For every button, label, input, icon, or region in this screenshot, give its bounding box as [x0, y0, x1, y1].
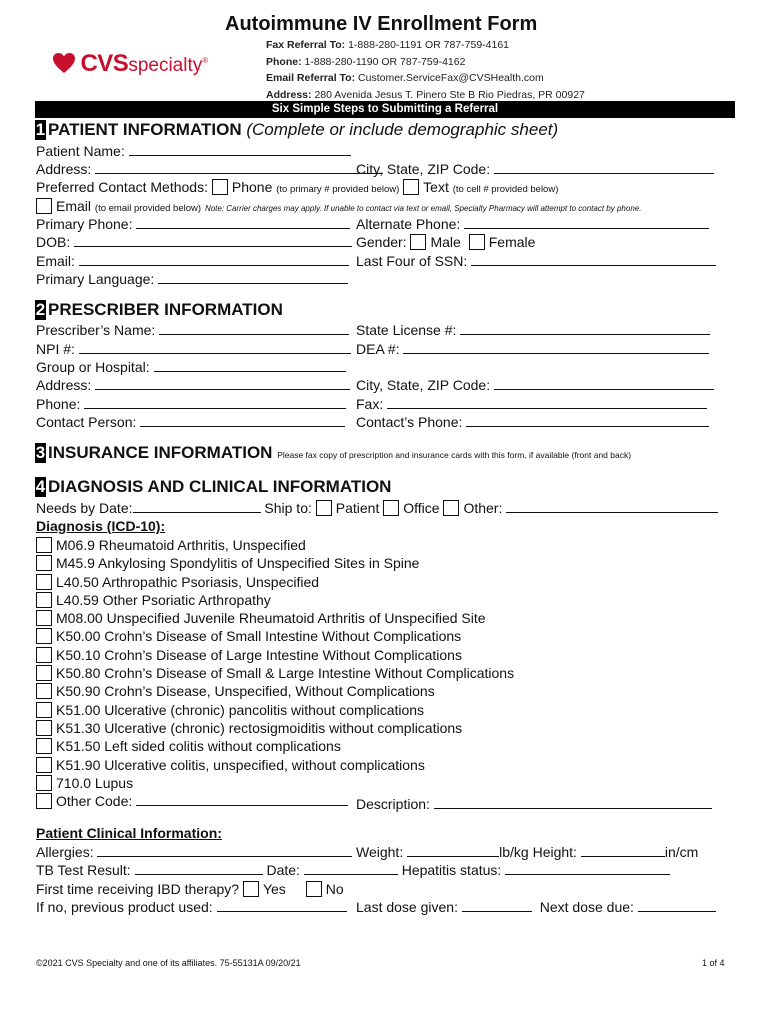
- npi-label: NPI #:: [36, 341, 75, 357]
- diagnosis-item[interactable]: [36, 720, 514, 738]
- ship-office-checkbox[interactable]: [383, 500, 399, 516]
- diagnosis-label: K50.00 Crohn’s Disease of Small Intestine Without Complications: [56, 628, 462, 645]
- ssn-field[interactable]: [471, 253, 716, 266]
- weight-field[interactable]: [407, 844, 499, 857]
- patient-name-row: [36, 143, 351, 160]
- male-checkbox[interactable]: [410, 234, 426, 250]
- alternate-phone-row: [356, 216, 709, 233]
- male-option: Male: [430, 234, 461, 250]
- patient-address-label: Address:: [36, 161, 92, 177]
- language-label: Primary Language:: [36, 271, 155, 287]
- weight-unit: lb/kg: [499, 844, 529, 860]
- section-4-title: DIAGNOSIS AND CLINICAL INFORMATION: [48, 477, 392, 496]
- footer-copyright: ©2021 CVS Specialty and one of its affiliates. 75-55131A 09/20/21: [36, 958, 301, 968]
- section-2-number: 2: [35, 300, 46, 319]
- section-1-title: PATIENT INFORMATION: [48, 120, 242, 139]
- diagnosis-checkbox[interactable]: [36, 683, 52, 699]
- diagnosis-list: [36, 537, 514, 811]
- state-license-field[interactable]: [460, 322, 710, 335]
- ibd-no-option: No: [325, 881, 344, 897]
- diagnosis-label: M45.9 Ankylosing Spondylitis of Unspecified Sites in Spine: [56, 555, 420, 572]
- text-option: Text: [423, 179, 449, 195]
- diagnosis-label: M06.9 Rheumatoid Arthritis, Unspecified: [56, 537, 306, 553]
- prescriber-name-label: Prescriber’s Name:: [36, 322, 156, 338]
- section-3-number: 3: [35, 443, 46, 462]
- height-label: Height:: [532, 844, 577, 860]
- logo-registered: ®: [202, 56, 209, 65]
- ibd-yes-option: Yes: [262, 881, 286, 897]
- ship-patient-option: Patient: [335, 500, 380, 516]
- phone-option-note: (to primary # provided below): [276, 184, 400, 195]
- phone-value: 1-888-280-1190 OR 787-759-4162: [304, 55, 466, 68]
- diagnosis-item[interactable]: [36, 757, 514, 775]
- fax-value: 1-888-280-1191 OR 787-759-4161: [348, 39, 510, 51]
- prescriber-address-label: Address:: [36, 377, 92, 393]
- email-option: Email: [56, 198, 92, 214]
- allergies-label: Allergies:: [36, 844, 94, 860]
- dea-label: DEA #:: [356, 341, 400, 357]
- ship-patient-checkbox[interactable]: [316, 500, 332, 516]
- npi-field[interactable]: [79, 341, 351, 354]
- prescriber-fax-label: Fax:: [356, 396, 384, 412]
- email-disclaimer: Note: Carrier charges may apply. If unable to contact via text or email, Specialty Pharmacy will attempt to contact by phone.: [204, 204, 642, 213]
- diagnosis-header: Diagnosis (ICD-10):: [36, 518, 166, 534]
- needs-by-row: [36, 500, 718, 517]
- diagnosis-label: K50.90 Crohn’s Disease, Unspecified, Without Complications: [56, 683, 435, 700]
- diagnosis-label: K51.00 Ulcerative (chronic) pancolitis without complications: [56, 701, 425, 718]
- alternate-phone-field[interactable]: [464, 216, 709, 229]
- diagnosis-label: K51.50 Left sided colitis without complications: [56, 738, 341, 755]
- diagnosis-checkbox[interactable]: [36, 775, 52, 791]
- ship-other-field[interactable]: [506, 500, 718, 513]
- preferred-contact-row: [36, 179, 558, 198]
- patient-email-field[interactable]: [79, 253, 349, 266]
- heart-icon: [52, 52, 76, 74]
- logo-specialty: specialty: [128, 55, 203, 76]
- patient-city-label: City, State, ZIP Code:: [356, 161, 491, 177]
- diagnosis-label: L40.59 Other Psoriatic Arthropathy: [56, 591, 271, 608]
- prescriber-phone-row: [36, 396, 346, 413]
- diagnosis-label: K51.90 Ulcerative colitis, unspecified, without complications: [56, 756, 425, 773]
- prescriber-city-label: City, State, ZIP Code:: [356, 377, 491, 393]
- diagnosis-item[interactable]: [36, 610, 514, 628]
- text-option-note: (to cell # provided below): [452, 184, 559, 195]
- tb-date-field[interactable]: [304, 862, 398, 875]
- section-4-header: [35, 477, 391, 497]
- needs-by-label: Needs by Date:: [36, 500, 133, 516]
- primary-phone-field[interactable]: [136, 216, 350, 229]
- ship-to-label: Ship to:: [264, 500, 312, 516]
- dob-field[interactable]: [74, 234, 352, 247]
- diagnosis-checkbox[interactable]: [36, 702, 52, 718]
- diagnosis-item[interactable]: [36, 555, 514, 573]
- logo-cvs: CVS: [80, 50, 129, 77]
- tb-row: [36, 862, 670, 879]
- section-1-number: 1: [35, 120, 46, 139]
- preferred-contact-label: Preferred Contact Methods:: [36, 179, 208, 195]
- prescriber-name-field[interactable]: [159, 322, 349, 335]
- section-1-note: (Complete or include demographic sheet): [246, 120, 559, 139]
- gender-label: Gender:: [356, 234, 407, 250]
- contact-phone-label: Contact’s Phone:: [356, 414, 463, 430]
- female-option: Female: [488, 234, 536, 250]
- patient-address-row: [36, 161, 383, 178]
- diagnosis-checkbox[interactable]: [36, 537, 52, 553]
- patient-address-field[interactable]: [95, 161, 383, 174]
- group-label: Group or Hospital:: [36, 359, 150, 375]
- form-title: Autoimmune IV Enrollment Form: [225, 13, 538, 35]
- diagnosis-item[interactable]: [36, 628, 514, 646]
- phone-checkbox[interactable]: [212, 179, 228, 195]
- tb-label: TB Test Result:: [36, 862, 131, 878]
- next-dose-label: Next dose due:: [539, 899, 634, 915]
- description-label: Description:: [356, 796, 430, 812]
- email-contact-row: [36, 198, 641, 217]
- prescriber-phone-field[interactable]: [84, 396, 346, 409]
- dea-row: [356, 341, 709, 358]
- next-dose-field[interactable]: [638, 899, 716, 912]
- primary-phone-row: [36, 216, 350, 233]
- diagnosis-checkbox[interactable]: [36, 738, 52, 754]
- diagnosis-item[interactable]: [36, 592, 514, 610]
- ibd-no-checkbox[interactable]: [306, 881, 322, 897]
- phone-option: Phone: [231, 179, 273, 195]
- first-ibd-label: First time receiving IBD therapy?: [36, 881, 240, 897]
- diagnosis-item[interactable]: [36, 665, 514, 683]
- diagnosis-label: K51.30 Ulcerative (chronic) rectosigmoiditis without complications: [56, 719, 463, 736]
- prescriber-name-row: [36, 322, 349, 339]
- allergies-field[interactable]: [97, 844, 352, 857]
- diagnosis-checkbox[interactable]: [36, 555, 52, 571]
- dob-label: DOB:: [36, 234, 71, 250]
- allergies-row: [36, 844, 352, 861]
- diagnosis-item[interactable]: [36, 702, 514, 720]
- diagnosis-checkbox[interactable]: [36, 757, 52, 773]
- needs-by-field[interactable]: [133, 500, 261, 513]
- primary-phone-label: Primary Phone:: [36, 216, 133, 232]
- email-label: Email Referral To:: [266, 72, 356, 84]
- contact-person-label: Contact Person:: [36, 414, 137, 430]
- ssn-label: Last Four of SSN:: [356, 253, 468, 269]
- description-field[interactable]: [434, 796, 712, 809]
- text-checkbox[interactable]: [403, 179, 419, 195]
- contact-info-block: [266, 37, 585, 103]
- weight-label: Weight:: [356, 844, 404, 860]
- group-field[interactable]: [154, 359, 346, 372]
- dob-row: [36, 234, 352, 251]
- diagnosis-label: K50.80 Crohn’s Disease of Small & Large Intestine Without Complications: [56, 665, 515, 682]
- prescriber-city-row: [356, 377, 714, 394]
- diagnosis-item[interactable]: [36, 647, 514, 665]
- prescriber-city-field[interactable]: [494, 377, 714, 390]
- cvs-specialty-logo: [52, 50, 208, 78]
- hepatitis-label: Hepatitis status:: [401, 862, 502, 878]
- diagnosis-item[interactable]: [36, 738, 514, 756]
- diagnosis-label: K50.10 Crohn’s Disease of Large Intestine Without Complications: [56, 646, 462, 663]
- patient-email-label: Email:: [36, 253, 75, 269]
- diagnosis-label: M08.00 Unspecified Juvenile Rheumatoid Arthritis of Unspecified Site: [56, 610, 486, 627]
- phone-label: Phone:: [266, 55, 302, 68]
- previous-product-row: [36, 899, 347, 916]
- height-unit: in/cm: [664, 844, 699, 860]
- language-row: [36, 271, 348, 288]
- hepatitis-field[interactable]: [505, 862, 670, 875]
- dose-row: [356, 899, 716, 916]
- alternate-phone-label: Alternate Phone:: [356, 216, 461, 232]
- last-dose-label: Last dose given:: [356, 899, 458, 915]
- description-row: [356, 796, 712, 813]
- ship-office-option: Office: [403, 500, 440, 516]
- prescriber-address-field[interactable]: [95, 377, 350, 390]
- email-value[interactable]: Customer.ServiceFax@CVSHealth.com: [358, 72, 544, 84]
- language-field[interactable]: [158, 271, 348, 284]
- tb-date-label: Date:: [266, 862, 300, 878]
- section-2-title: PRESCRIBER INFORMATION: [48, 300, 283, 319]
- clinical-info-header: Patient Clinical Information:: [36, 825, 222, 841]
- diagnosis-checkbox[interactable]: [36, 574, 52, 590]
- gender-row: [356, 234, 535, 251]
- address-value: 280 Avenida Jesus T. Pinero Ste B Rio Piedras, PR 00927: [314, 88, 585, 101]
- npi-row: [36, 341, 351, 358]
- last-dose-field[interactable]: [462, 899, 532, 912]
- patient-email-row: [36, 253, 349, 270]
- section-1-header: [35, 120, 558, 140]
- email-checkbox[interactable]: [36, 198, 52, 214]
- weight-height-row: [356, 844, 698, 861]
- fax-label: Fax Referral To:: [266, 39, 346, 51]
- other-code-checkbox[interactable]: [36, 793, 52, 809]
- group-row: [36, 359, 346, 376]
- ibd-yes-checkbox[interactable]: [243, 881, 259, 897]
- first-ibd-row: [36, 881, 344, 898]
- page-number: 1 of 4: [702, 958, 725, 968]
- contact-phone-row: [356, 414, 709, 431]
- prescriber-fax-row: [356, 396, 707, 413]
- prescriber-address-row: [36, 377, 350, 394]
- diagnosis-checkbox[interactable]: [36, 628, 52, 644]
- patient-name-field[interactable]: [129, 143, 351, 156]
- section-3-title: INSURANCE INFORMATION: [48, 443, 273, 462]
- section-3-header: [35, 443, 631, 465]
- section-3-note: Please fax copy of prescription and insurance cards with this form, if available (front and back): [277, 450, 632, 460]
- patient-city-row: [356, 161, 714, 178]
- diagnosis-item[interactable]: [36, 574, 514, 592]
- diagnosis-checkbox[interactable]: [36, 720, 52, 736]
- diagnosis-item[interactable]: [36, 537, 514, 555]
- ship-other-option: Other:: [463, 500, 503, 516]
- contact-phone-field[interactable]: [466, 414, 709, 427]
- diagnosis-checkbox[interactable]: [36, 610, 52, 626]
- diagnosis-checkbox[interactable]: [36, 665, 52, 681]
- ssn-row: [356, 253, 716, 270]
- section-4-number: 4: [35, 477, 46, 496]
- previous-product-field[interactable]: [217, 899, 347, 912]
- height-field[interactable]: [581, 844, 665, 857]
- diagnosis-checkbox[interactable]: [36, 592, 52, 608]
- other-code-field[interactable]: [136, 793, 348, 806]
- dea-field[interactable]: [403, 341, 709, 354]
- tb-field[interactable]: [135, 862, 263, 875]
- female-checkbox[interactable]: [469, 234, 485, 250]
- state-license-row: [356, 322, 710, 339]
- state-license-label: State License #:: [356, 322, 457, 338]
- prescriber-phone-label: Phone:: [36, 396, 81, 412]
- diagnosis-item[interactable]: [36, 683, 514, 701]
- other-code-label: Other Code:: [56, 793, 133, 810]
- patient-name-label: Patient Name:: [36, 143, 125, 159]
- prescriber-fax-field[interactable]: [387, 396, 707, 409]
- patient-city-field[interactable]: [494, 161, 714, 174]
- diagnosis-label: L40.50 Arthropathic Psoriasis, Unspecified: [56, 573, 320, 590]
- diagnosis-label: 710.0 Lupus: [56, 774, 134, 791]
- contact-person-field[interactable]: [140, 414, 345, 427]
- diagnosis-item[interactable]: [36, 775, 514, 793]
- diagnosis-checkbox[interactable]: [36, 647, 52, 663]
- section-2-header: [35, 300, 283, 320]
- previous-product-label: If no, previous product used:: [36, 899, 213, 915]
- address-label: Address:: [266, 88, 312, 101]
- ship-other-checkbox[interactable]: [443, 500, 459, 516]
- email-option-note: (to email provided below): [94, 203, 202, 214]
- steps-band: Six Simple Steps to Submitting a Referral: [35, 101, 735, 118]
- contact-person-row: [36, 414, 345, 431]
